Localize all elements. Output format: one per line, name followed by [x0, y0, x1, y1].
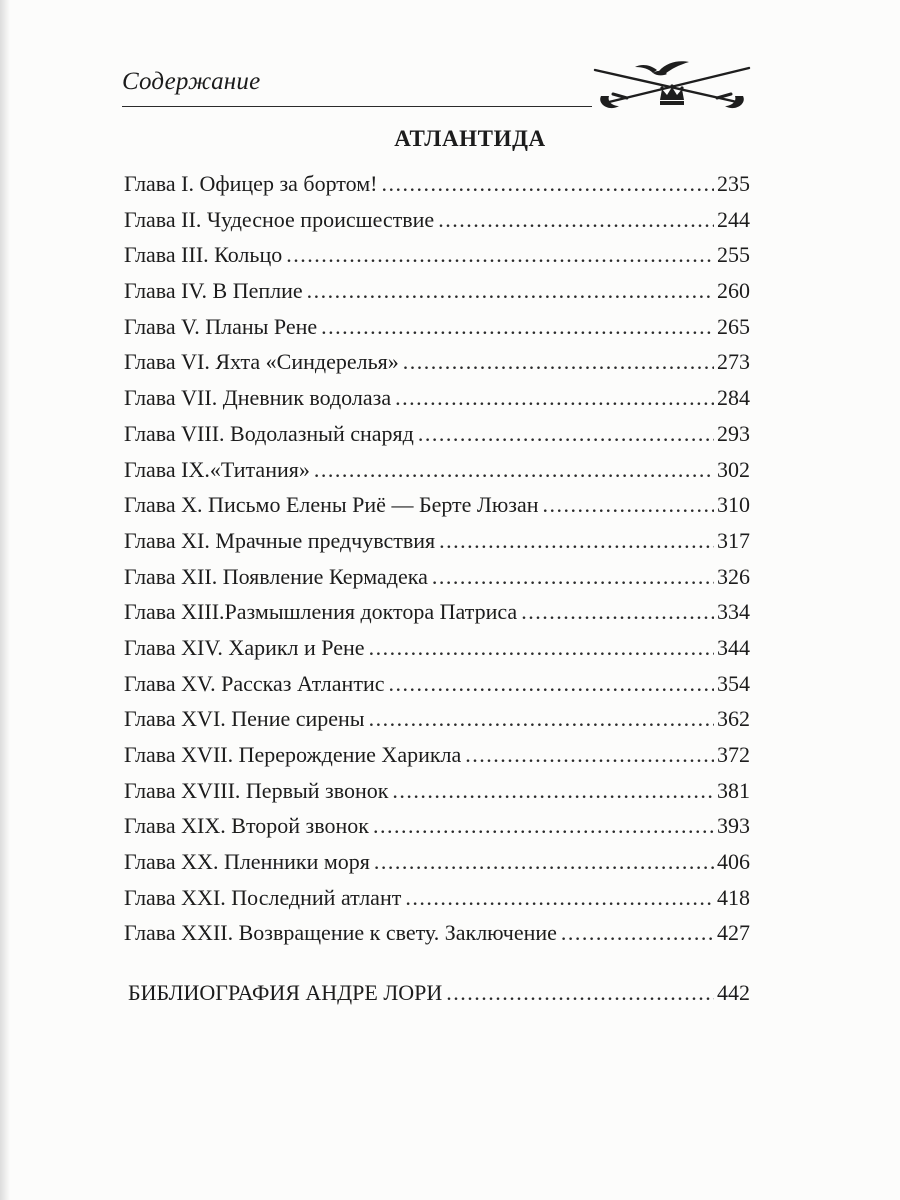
toc-entry-label: Глава IV. В Пеплие: [124, 278, 303, 304]
toc-entry[interactable]: [124, 242, 750, 278]
toc-entry-label: Глава VII. Дневник водолаза: [124, 385, 392, 411]
leader-dots: [314, 457, 714, 483]
leader-dots: [392, 778, 714, 804]
toc-entry-page: 334: [717, 599, 750, 625]
toc-entry-label: Глава VIII. Водолазный снаряд: [124, 420, 414, 446]
toc-entry[interactable]: [124, 849, 750, 885]
toc-entry-page: 418: [717, 884, 750, 910]
toc-entry[interactable]: [124, 635, 750, 671]
toc-entry-page: 260: [717, 278, 750, 304]
toc-entry[interactable]: [124, 813, 750, 849]
toc-entry[interactable]: [124, 599, 750, 635]
toc-entry[interactable]: [124, 778, 750, 814]
toc-entry-label: Глава II. Чудесное происшествие: [124, 206, 435, 232]
leader-dots: [403, 349, 714, 375]
binding-shadow: [0, 0, 10, 1200]
leader-dots: [369, 706, 714, 732]
toc-entry-page: 302: [717, 456, 750, 482]
toc-entry-label: Глава XX. Пленники моря: [124, 849, 370, 875]
section-title: АТЛАНТИДА: [394, 126, 546, 151]
toc-entry-page: 406: [717, 849, 750, 875]
leader-dots: [321, 314, 714, 340]
leader-dots: [465, 742, 714, 768]
toc-entry-label: Глава XIV. Харикл и Рене: [124, 634, 365, 660]
leader-dots: [543, 492, 714, 518]
toc-entry[interactable]: [124, 671, 750, 707]
leader-dots: [307, 278, 714, 304]
toc-entry-label: Глава V. Планы Рене: [124, 313, 318, 339]
leader-dots: [446, 980, 714, 1006]
toc-entry-page: 244: [717, 206, 750, 232]
toc-entry-label: Глава XXI. Последний атлант: [124, 884, 402, 910]
leader-dots: [373, 813, 714, 839]
toc-entry-page: 362: [717, 706, 750, 732]
bibliography-page: 442: [717, 980, 750, 1005]
toc-entry-label: Глава XVIII. Первый звонок: [124, 777, 389, 803]
toc-entry[interactable]: [124, 278, 750, 314]
toc-entry-label: Глава X. Письмо Елены Риё — Берте Люзан: [124, 492, 539, 518]
toc-entry-label: Глава IX.«Титания»: [124, 456, 310, 482]
toc-entry[interactable]: [124, 528, 750, 564]
toc-entry[interactable]: [124, 885, 750, 921]
leader-dots: [381, 171, 714, 197]
toc-entry[interactable]: [124, 706, 750, 742]
toc-entry-label: Глава XIX. Второй звонок: [124, 813, 369, 839]
leader-dots: [432, 564, 714, 590]
crossed-swords-crown-bird-icon: [587, 58, 757, 114]
toc-entry[interactable]: [124, 920, 750, 956]
toc-entry[interactable]: [124, 349, 750, 385]
toc-entry-page: 326: [717, 563, 750, 589]
toc-entry-page: 310: [717, 492, 750, 518]
toc-entry-page: 393: [717, 813, 750, 839]
leader-dots: [439, 528, 714, 554]
toc-entry-label: Глава XXII. Возвращение к свету. Заключение: [124, 920, 557, 946]
bibliography-label: БИБЛИОГРАФИЯ АНДРЕ ЛОРИ: [128, 980, 443, 1005]
toc-entry[interactable]: [124, 421, 750, 457]
toc-entry-label: Глава XI. Мрачные предчувствия: [124, 527, 436, 553]
toc-entry[interactable]: [124, 207, 750, 243]
leader-dots: [521, 599, 714, 625]
running-header-title: Содержание: [122, 68, 261, 95]
toc-entry-page: 293: [717, 420, 750, 446]
toc-entry-page: 265: [717, 313, 750, 339]
toc-entry-page: 354: [717, 670, 750, 696]
leader-dots: [418, 421, 714, 447]
leader-dots: [374, 849, 714, 875]
toc-entry[interactable]: [124, 171, 750, 207]
leader-dots: [438, 207, 714, 233]
toc-entry-page: 255: [717, 242, 750, 268]
toc-entry-page: 317: [717, 527, 750, 553]
bibliography-entry[interactable]: [128, 980, 750, 1006]
toc-entry-page: 273: [717, 349, 750, 375]
leader-dots: [405, 885, 714, 911]
toc-entry-page: 372: [717, 742, 750, 767]
toc-entry-label: Глава XII. Появление Кермадека: [124, 563, 428, 589]
running-header: [122, 60, 762, 120]
toc-entry-page: 284: [717, 385, 750, 411]
toc-entry-page: 381: [717, 777, 750, 803]
toc-entry[interactable]: [124, 742, 750, 778]
leader-dots: [395, 385, 714, 411]
leader-dots: [388, 671, 714, 697]
toc-entry[interactable]: [124, 314, 750, 350]
toc-entry-label: Глава VI. Яхта «Синдерелья»: [124, 349, 399, 375]
toc-entry-page: 344: [717, 634, 750, 660]
leader-dots: [369, 635, 714, 661]
toc-entry-label: Глава XV. Рассказ Атлантис: [124, 670, 385, 696]
toc-entry-page: 427: [717, 920, 750, 946]
header-rule: [122, 106, 592, 107]
table-of-contents: [124, 171, 750, 956]
toc-entry-label: Глава XIII.Размышления доктора Патриса: [124, 599, 518, 625]
toc-entry-label: Глава XVI. Пение сирены: [124, 706, 365, 732]
toc-entry-label: Глава III. Кольцо: [124, 242, 283, 268]
toc-entry[interactable]: [124, 564, 750, 600]
toc-entry-label: Глава XVII. Перерождение Харикла: [124, 742, 462, 767]
toc-entry[interactable]: [124, 492, 750, 528]
toc-entry-page: 235: [717, 171, 750, 196]
toc-entry[interactable]: [124, 457, 750, 493]
leader-dots: [561, 920, 714, 946]
toc-entry[interactable]: [124, 385, 750, 421]
leader-dots: [286, 242, 714, 268]
toc-entry-label: Глава I. Офицер за бортом!: [124, 171, 378, 196]
